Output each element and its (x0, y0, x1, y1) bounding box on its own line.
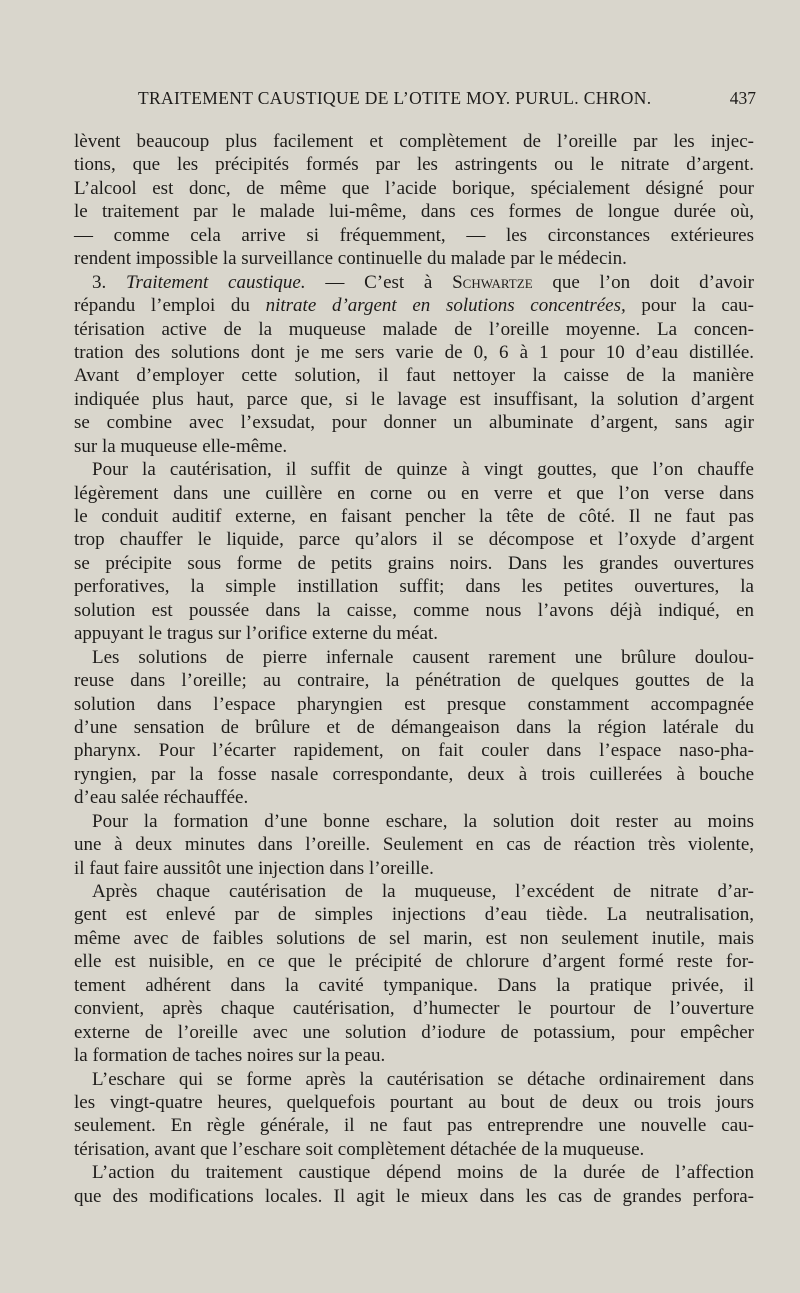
text-line: Pour la formation d’une bonne eschare, la solution doit rester au moins (92, 810, 754, 832)
text-line: indiquée plus haut, parce que, si le lavage est insuffisant, la solution d’argent (74, 388, 754, 410)
paragraph-1 (74, 130, 754, 271)
text-line: seulement. En règle générale, il ne faut pas entreprendre une nouvelle cau- (74, 1115, 754, 1137)
text-line: sur la muqueuse elle-même. (74, 435, 288, 457)
text-run: — C’est à (305, 271, 453, 293)
running-title: TRAITEMENT CAUSTIQUE DE L’OTITE MOY. PURUL. CHRON. (138, 88, 652, 108)
text-line: reuse dans l’oreille; au contraire, la pénétration de quelques gouttes de la (74, 670, 754, 692)
text-line: externe de l’oreille avec une solution d’iodure de potassium, pour empêcher (74, 1021, 754, 1043)
section-heading-line (74, 271, 754, 294)
paragraph-section-3 (74, 271, 754, 459)
text-line: lèvent beaucoup plus facilement et complètement de l’oreille par les injec- (74, 131, 754, 152)
paragraph-8 (74, 1161, 754, 1208)
text-line: tration des solutions dont je me sers varie de 0, 6 à 1 pour 10 d’eau distillée. (74, 341, 754, 363)
text-line: pharynx. Pour l’écarter rapidement, on fait couler dans l’espace naso-pha- (74, 740, 754, 762)
paragraph-5 (74, 810, 754, 880)
text-line: Après chaque cautérisation de la muqueuse, l’excédent de nitrate d’ar- (92, 881, 754, 902)
paragraph-6 (74, 880, 754, 1068)
paragraph-7 (74, 1068, 754, 1162)
text-line: appuyant le tragus sur l’orifice externe du méat. (74, 623, 439, 645)
text-line (74, 294, 754, 317)
text-run: répandu l’emploi du (74, 295, 266, 317)
author-name: Schwartze (452, 271, 533, 293)
text-line: L’eschare qui se forme après la cautérisation se détache ordinairement dans (92, 1068, 754, 1090)
text-line: la formation de taches noires sur la peau. (74, 1045, 386, 1067)
text-line: Avant d’employer cette solution, il faut nettoyer la caisse de la manière (74, 365, 754, 387)
text-line: solution est poussée dans la caisse, comme nous l’avons déjà indiqué, en (74, 599, 754, 621)
text-line: même avec de faibles solutions de sel marin, est non seulement inutile, mais (74, 927, 754, 949)
body-text (74, 130, 754, 1208)
text-line: d’une sensation de brûlure et de démangeaison dans la région latérale du (74, 716, 754, 738)
text-line: L’alcool est donc, de même que l’acide borique, spécialement désigné pour (74, 177, 754, 199)
text-line: le conduit auditif externe, en faisant pencher la tête de côté. Il ne faut pas (74, 506, 754, 527)
text-line: légèrement dans une cuillère en corne ou en verre et que l’on verse dans (74, 482, 754, 504)
text-line: L’action du traitement caustique dépend moins de la durée de l’affection (92, 1162, 754, 1184)
section-title: Traitement caustique. (125, 271, 306, 293)
paragraph-3 (74, 458, 754, 646)
page-number: 437 (729, 88, 756, 108)
text-line: il faut faire aussitôt une injection dans l’oreille. (74, 857, 434, 879)
text-line: les vingt-quatre heures, quelquefois pourtant au bout de deux ou trois jours (74, 1091, 754, 1113)
text-line: rendent impossible la surveillance continuelle du malade par le médecin. (74, 248, 627, 270)
text-line: elle est nuisible, en ce que le précipité de chlorure d’argent formé reste for- (74, 951, 754, 973)
text-run: que l’on doit d’avoir (532, 271, 755, 293)
text-line: se précipite sous forme de petits grains noirs. Dans les grandes ouvertures (74, 552, 754, 574)
text-line: une à deux minutes dans l’oreille. Seulement en cas de réaction très violente, (74, 834, 754, 856)
text-line: tement adhérent dans la cavité tympanique. Dans la pratique privée, il (74, 974, 754, 996)
paragraph-4 (74, 646, 754, 810)
text-line: le traitement par le malade lui-même, dans ces formes de longue durée où, (74, 201, 754, 223)
text-line: perforatives, la simple instillation suffit; dans les petites ouvertures, la (74, 576, 754, 598)
section-number: 3. (92, 271, 107, 293)
text-line: solution dans l’espace pharyngien est presque constamment accompagnée (74, 693, 754, 715)
text-line: gent est enlevé par de simples injections d’eau tiède. La neutralisation, (74, 904, 754, 926)
italic-term: nitrate d’argent en solutions concentrées, (265, 295, 626, 317)
text-line: tions, que les précipités formés par les astringents ou le nitrate d’argent. (74, 154, 754, 176)
text-line: se combine avec l’exsudat, pour donner un albuminate d’argent, sans agir (74, 412, 754, 434)
running-header (90, 88, 760, 116)
text-line: ryngien, par la fosse nasale correspondante, deux à trois cuillerées à bouche (74, 763, 754, 785)
text-line: Les solutions de pierre infernale causent rarement une brûlure doulou- (92, 646, 754, 668)
text-line: térisation, avant que l’eschare soit complètement détachée de la muqueuse. (74, 1138, 645, 1160)
text-line: trop chauffer le liquide, parce qu’alors il se décompose et l’oxyde d’argent (74, 529, 754, 551)
text-line: Pour la cautérisation, il suffit de quinze à vingt gouttes, que l’on chauffe (92, 459, 754, 481)
text-line: — comme cela arrive si fréquemment, — les circonstances extérieures (74, 224, 754, 246)
text-line: térisation active de la muqueuse malade de l’oreille moyenne. La concen- (74, 318, 754, 340)
text-line: que des modifications locales. Il agit le mieux dans les cas de grandes perfora- (74, 1185, 754, 1207)
text-line: convient, après chaque cautérisation, d’humecter le pourtour de l’ouverture (74, 998, 754, 1020)
text-run: pour la cau- (625, 295, 755, 317)
text-line: d’eau salée réchauffée. (74, 787, 249, 809)
